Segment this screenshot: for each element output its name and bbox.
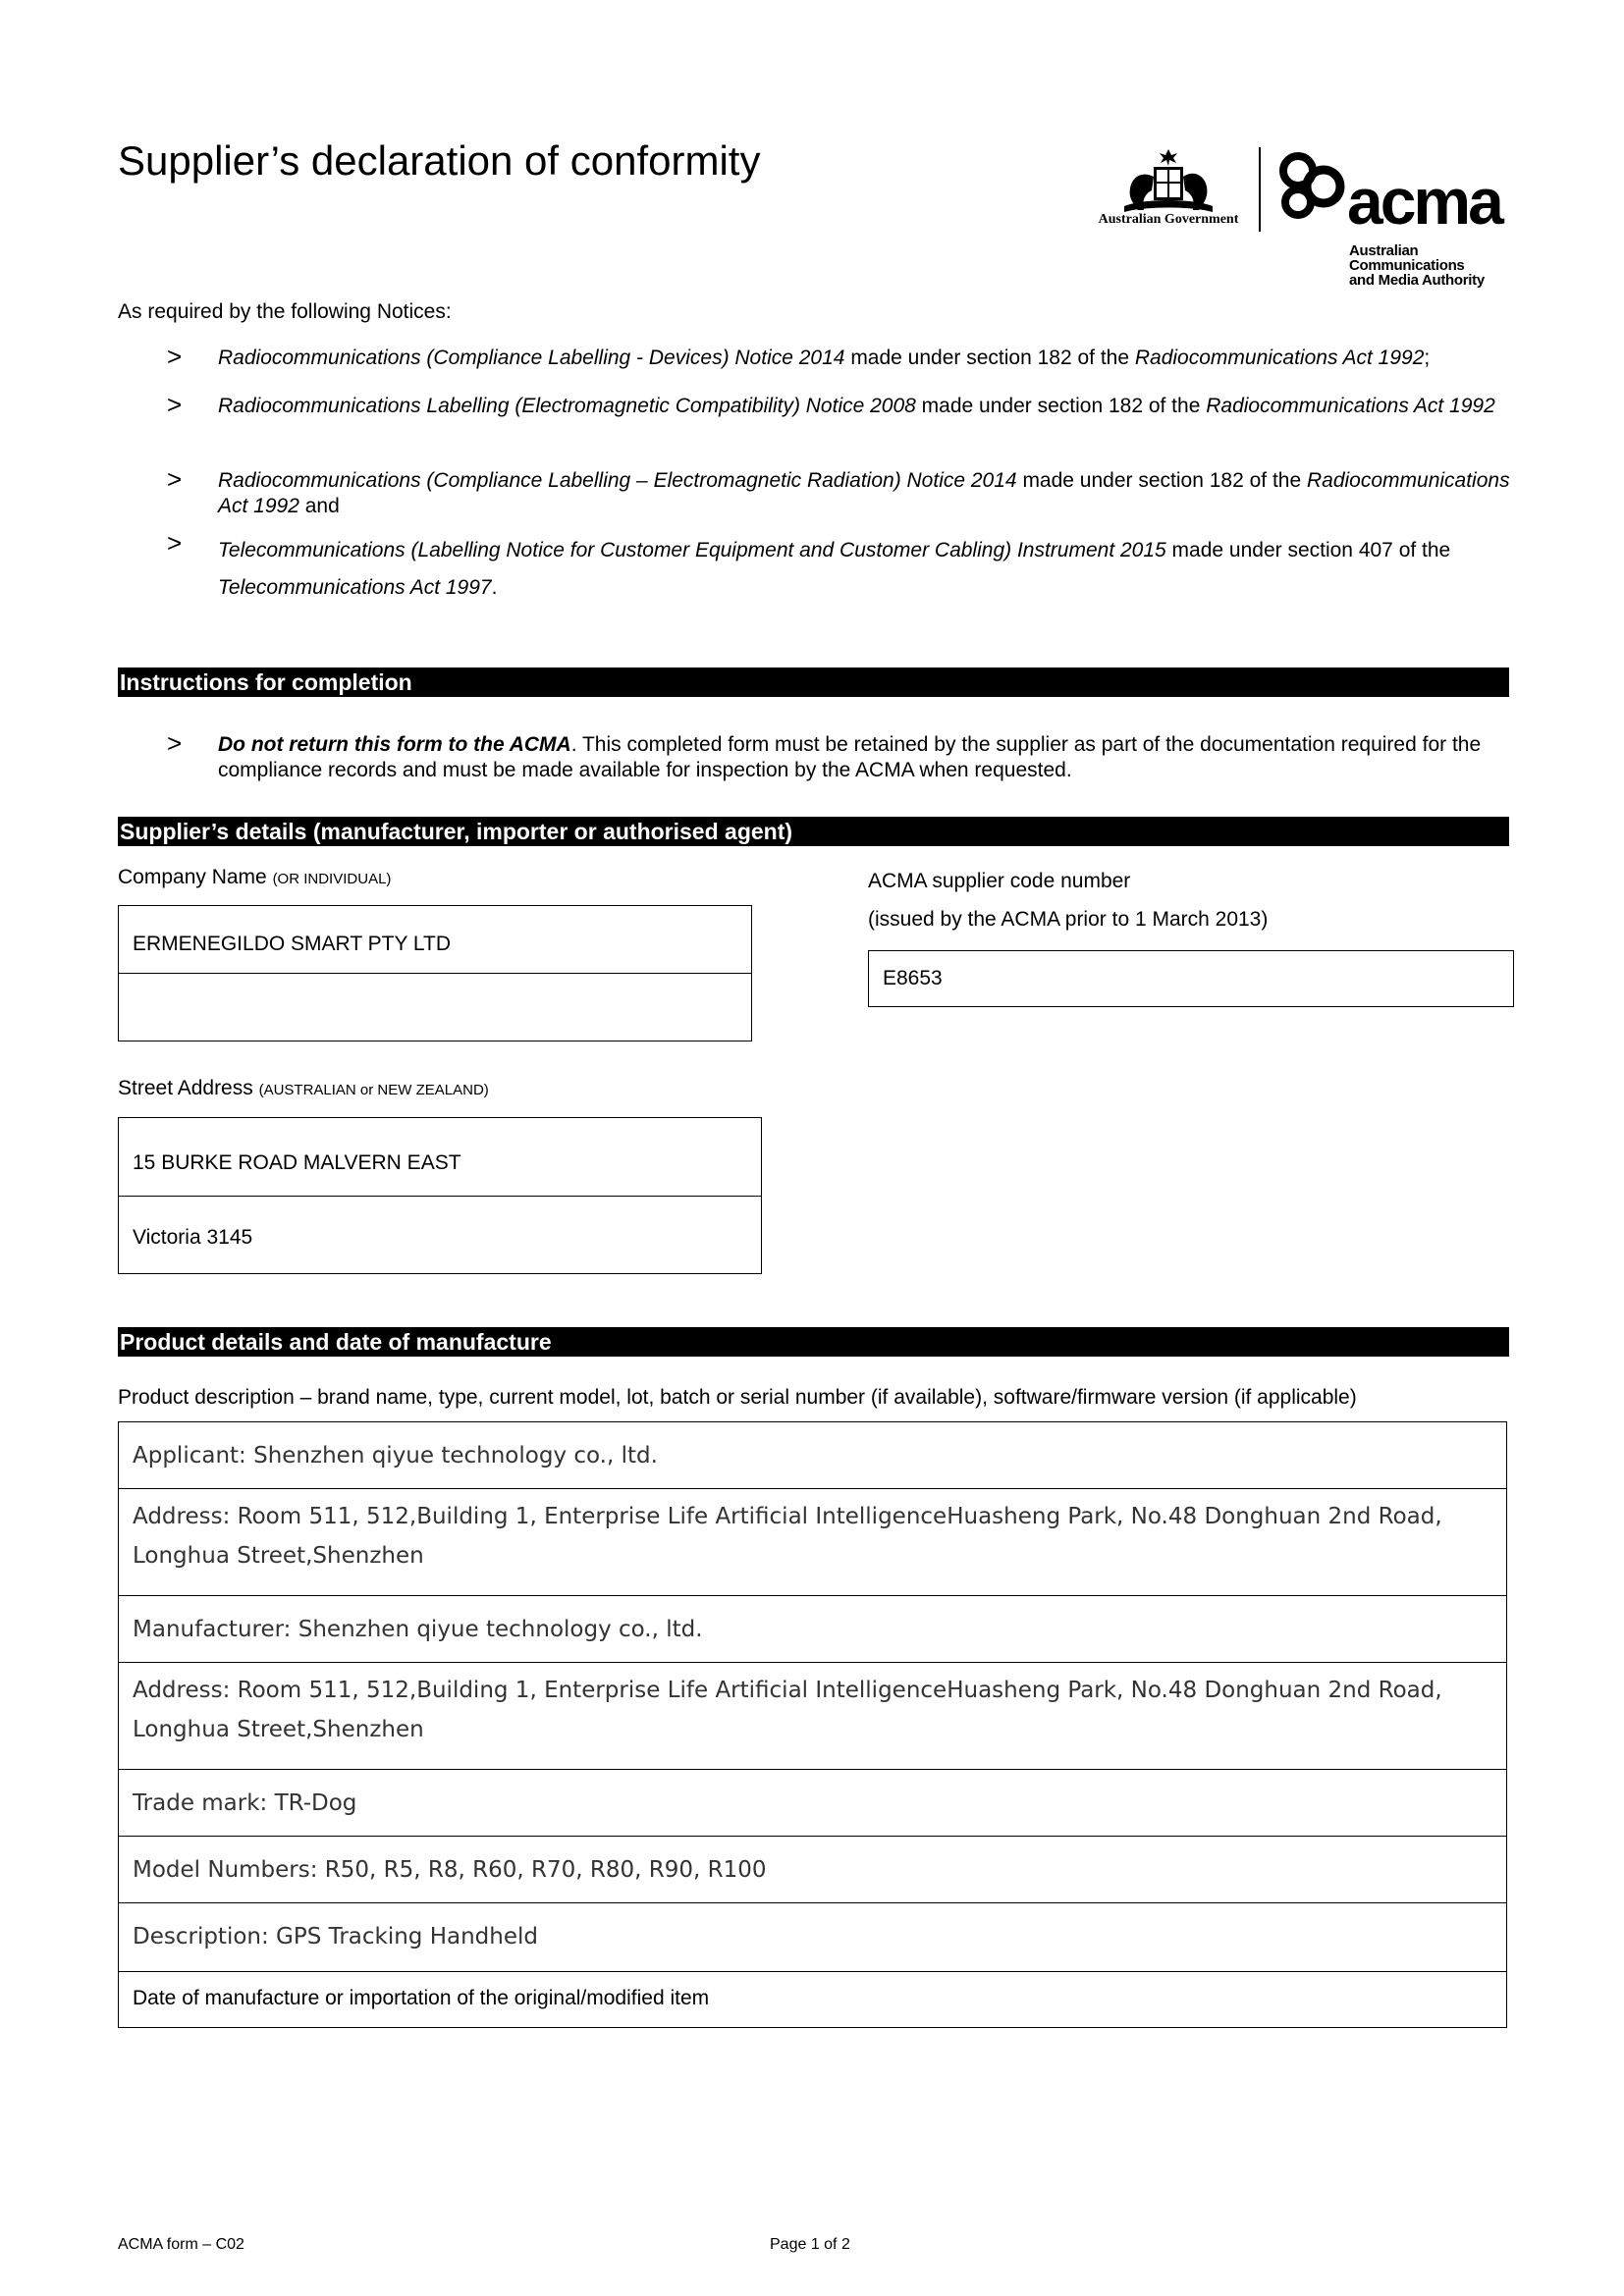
notice-title: Radiocommunications (Compliance Labelling – Electromagnetic Radiation) Notice 2014: [218, 469, 1017, 492]
product-row-applicant-address[interactable]: Address: Room 511, 512,Building 1, Enterprise Life Artificial IntelligenceHuasheng Park, No.48 Donghuan 2nd Road, Longhua Street,Shenzhen: [119, 1489, 1506, 1596]
acma-code-field[interactable]: [868, 950, 1514, 1007]
street-address-label: [118, 1076, 489, 1103]
company-name-line-1[interactable]: ERMENEGILDO SMART PTY LTD: [119, 906, 751, 974]
product-row-manufacturer-address[interactable]: Address: Room 511, 512,Building 1, Enterprise Life Artificial IntelligenceHuasheng Park, No.48 Donghuan 2nd Road, Longhua Street,Shenzhen: [119, 1663, 1506, 1770]
street-address-line-2[interactable]: Victoria 3145: [133, 1226, 253, 1249]
product-details-table: [118, 1421, 1507, 2028]
product-heading: Product details and date of manufacture: [118, 1327, 1509, 1357]
product-row-applicant[interactable]: Applicant: Shenzhen qiyue technology co., ltd.: [119, 1422, 1506, 1489]
logo-divider: [1259, 147, 1261, 232]
street-address-label-text: Street Address: [118, 1077, 259, 1099]
street-address-line-1[interactable]: 15 BURKE ROAD MALVERN EAST: [119, 1118, 761, 1197]
street-address-field[interactable]: [118, 1117, 762, 1274]
instructions-warning: Do not return this form to the ACMA: [218, 733, 571, 756]
notice-tail: and: [298, 495, 340, 517]
product-description-label: Product description – brand name, type, current model, lot, batch or serial number (if available), software/firmware version (if applicable): [118, 1386, 1357, 1409]
notice-act: Telecommunications Act 1997: [218, 576, 492, 599]
page-title: Supplier’s declaration of conformity: [118, 137, 761, 184]
australian-government-text: Australian Government: [1098, 212, 1239, 227]
notice-title: Radiocommunications Labelling (Electromagnetic Compatibility) Notice 2008: [218, 395, 916, 417]
instructions-heading: Instructions for completion: [118, 667, 1509, 697]
notice-text: made under section 407 of the: [1165, 539, 1451, 561]
product-row-model-numbers[interactable]: Model Numbers: R50, R5, R8, R60, R70, R80, R90, R100: [119, 1837, 1506, 1903]
company-name-label: [118, 865, 391, 892]
notice-tail: ;: [1424, 347, 1431, 369]
chevron-right-icon: >: [167, 528, 183, 558]
acma-code-label: ACMA supplier code number: [868, 870, 1131, 892]
product-row-manufacturer[interactable]: Manufacturer: Shenzhen qiyue technology co., ltd.: [119, 1596, 1506, 1663]
notice-title: Telecommunications (Labelling Notice for Customer Equipment and Customer Cabling) Instrument 2015: [218, 539, 1166, 561]
acma-subtitle-line: Communications: [1349, 257, 1465, 274]
notice-act: Radiocommunications Act 1992: [1134, 347, 1425, 369]
acma-code-sublabel: (issued by the ACMA prior to 1 March 2013): [868, 908, 1269, 931]
footer-form-id: ACMA form – C02: [118, 2236, 244, 2253]
company-name-line-2[interactable]: [119, 974, 751, 1041]
product-row-description[interactable]: Description: GPS Tracking Handheld: [119, 1903, 1506, 1972]
company-name-label-note: (OR INDIVIDUAL): [272, 871, 392, 887]
company-name-label-text: Company Name: [118, 866, 273, 888]
supplier-heading: Supplier’s details (manufacturer, importer or authorised agent): [118, 817, 1509, 846]
date-of-manufacture-field[interactable]: Date of manufacture or importation of the original/modified item: [133, 1987, 710, 2009]
notice-act: Radiocommunications Act 1992: [218, 469, 1510, 517]
acma-subtitle: [1349, 243, 1485, 288]
notice-text: made under section 182 of the: [844, 347, 1135, 369]
chevron-right-icon: >: [167, 728, 183, 758]
acma-subtitle-line: Australian: [1349, 242, 1419, 259]
coat-of-arms-icon: [1114, 147, 1222, 218]
notice-text: made under section 182 of the: [915, 395, 1207, 417]
chevron-right-icon: >: [167, 390, 183, 419]
footer-page-number: Page 1 of 2: [770, 2236, 850, 2253]
acma-subtitle-line: and Media Authority: [1349, 272, 1485, 289]
notices-intro: As required by the following Notices:: [118, 300, 452, 323]
acma-logo: [1276, 149, 1532, 296]
acma-wordmark: acma: [1347, 165, 1501, 238]
notice-text: made under section 182 of the: [1016, 469, 1307, 492]
notice-tail: .: [491, 576, 498, 599]
acma-code-value[interactable]: E8653: [883, 967, 943, 989]
australian-government-logo: [1085, 147, 1252, 236]
street-address-label-note: (AUSTRALIAN or NEW ZEALAND): [258, 1082, 489, 1098]
company-name-field[interactable]: [118, 905, 752, 1041]
notice-act: Radiocommunications Act 1992: [1206, 395, 1495, 417]
chevron-right-icon: >: [167, 464, 183, 494]
chevron-right-icon: >: [167, 342, 183, 371]
product-row-trade-mark[interactable]: Trade mark: TR-Dog: [119, 1770, 1506, 1837]
notice-title: Radiocommunications (Compliance Labelling - Devices) Notice 2014: [218, 347, 845, 369]
instructions-text: . This completed form must be retained by the supplier as part of the documentation required for the compliance records and must be made available for inspection by the ACMA when requested.: [218, 733, 1482, 781]
acma-mark-icon: [1276, 149, 1355, 228]
